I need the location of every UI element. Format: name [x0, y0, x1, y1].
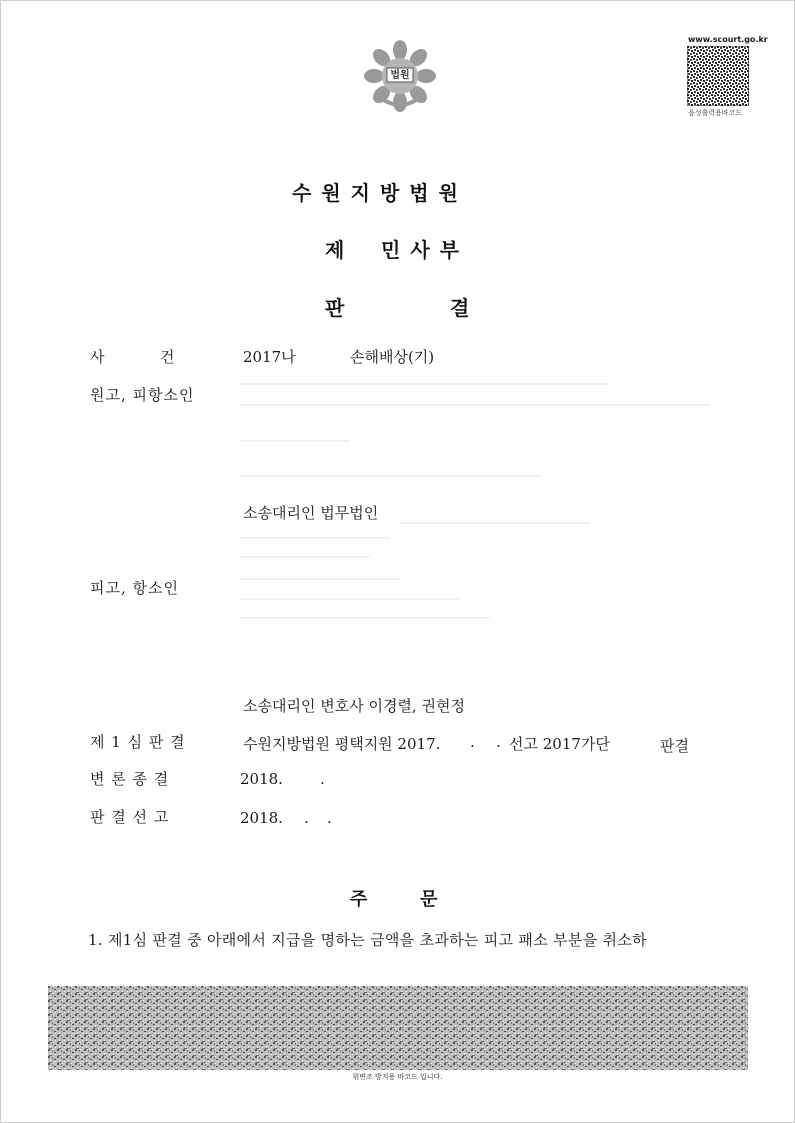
redacted-line	[240, 578, 400, 580]
bottom-caption: 위변조 방지용 바코드 입니다.	[352, 1073, 443, 1081]
court-name: 수원지방법원	[292, 181, 468, 205]
first-instance-middle: 선고 2017가단	[509, 735, 610, 753]
anti-forgery-barcode	[48, 986, 748, 1070]
order-item-1: 1. 제1심 판결 중 아래에서 지급을 명하는 금액을 초과하는 피고 패소 부분을 취소하	[88, 931, 647, 949]
pronouncement-dot: .	[304, 809, 309, 827]
division-prefix: 제	[325, 238, 355, 262]
case-label-b: 건	[160, 348, 176, 366]
pronouncement-date: 2018.	[240, 809, 283, 827]
division-suffix: 민사부	[381, 238, 469, 262]
first-instance-label: 제 1 심 판 결	[90, 733, 186, 751]
redacted-line	[240, 537, 390, 539]
closing-dot: .	[320, 770, 325, 788]
redacted-line	[240, 556, 370, 558]
case-title: 손해배상(기)	[350, 348, 435, 366]
order-heading-mun: 문	[420, 889, 448, 910]
redacted-line	[240, 598, 460, 600]
redacted-line	[240, 404, 710, 406]
plaintiff-counsel: 소송대리인 법무법인	[243, 504, 379, 522]
redacted-line	[240, 617, 490, 619]
redacted-line	[240, 440, 350, 442]
qr-caption: 음성출력용바코드	[688, 109, 743, 117]
first-instance-dot: .	[496, 733, 501, 751]
voice-output-barcode	[687, 46, 749, 106]
first-instance-end: 판결	[660, 737, 689, 755]
emblem-label: 법원	[390, 70, 410, 81]
redacted-line	[400, 522, 590, 524]
redacted-line	[240, 383, 610, 385]
first-instance-court: 수원지방법원 평택지원 2017.	[243, 735, 441, 753]
doc-type-gyeol: 결	[450, 296, 480, 320]
qr-url: www.scourt.go.kr	[688, 35, 768, 44]
defendant-label: 피고, 항소인	[90, 579, 179, 597]
case-label-a: 사	[90, 348, 106, 366]
redacted-line	[240, 475, 540, 477]
order-heading-ju: 주	[350, 889, 378, 910]
pronouncement-dot: .	[327, 809, 332, 827]
first-instance-dot: .	[470, 733, 475, 751]
pronouncement-label: 판 결 선 고	[90, 808, 170, 826]
closing-label: 변 론 종 결	[90, 770, 170, 788]
doc-type-pan: 판	[325, 296, 355, 320]
closing-date: 2018.	[240, 770, 283, 788]
plaintiff-label: 원고, 피항소인	[90, 386, 195, 404]
defendant-counsel: 소송대리인 변호사 이경렬, 권현정	[243, 697, 465, 715]
case-number: 2017나	[243, 348, 296, 366]
